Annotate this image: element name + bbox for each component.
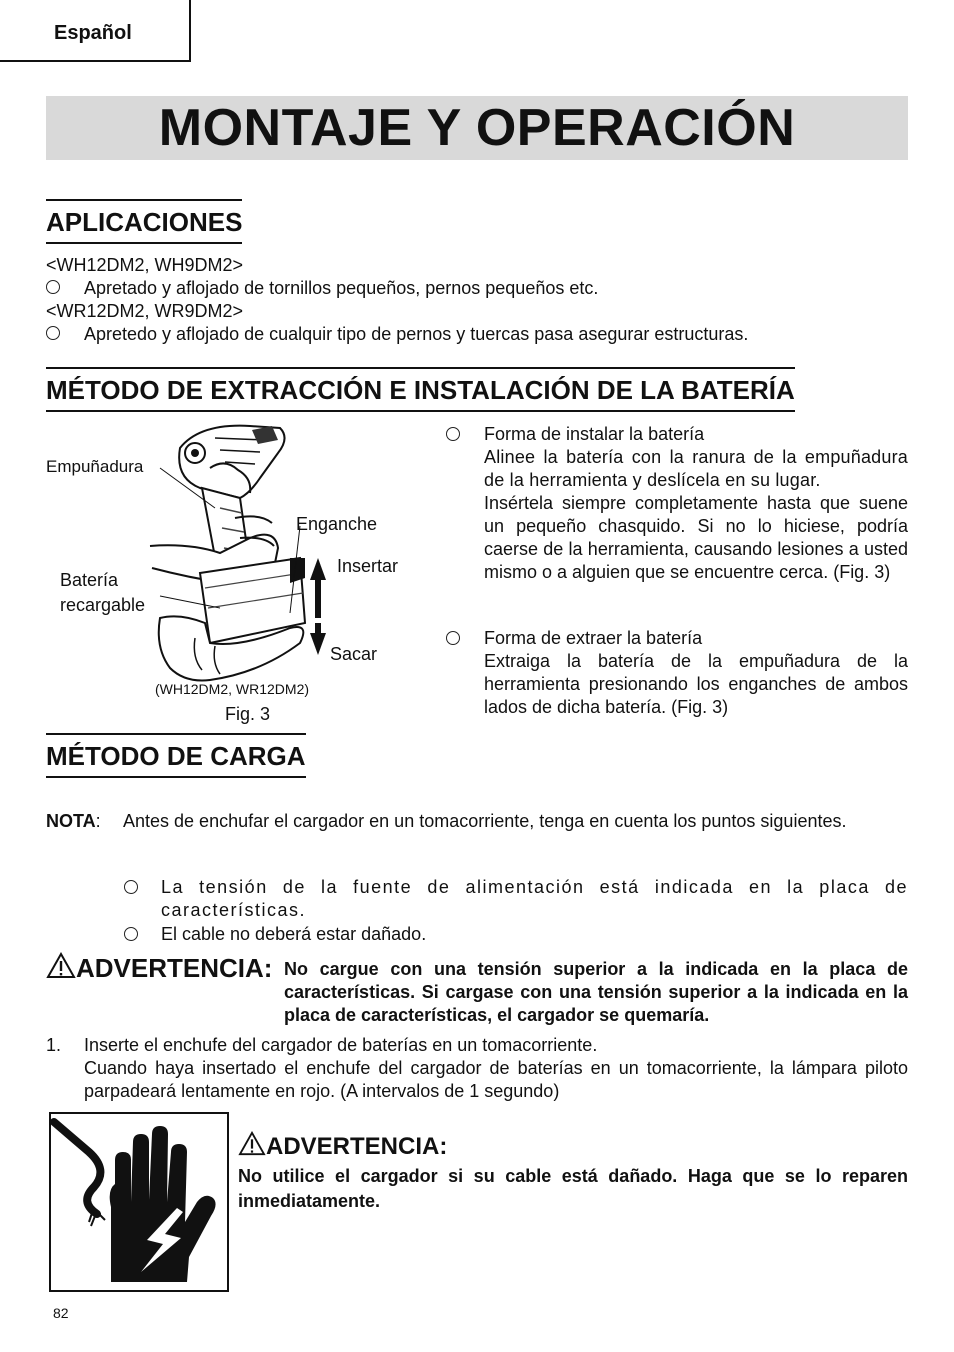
- bullet-icon: [124, 927, 138, 941]
- electric-shock-hand-icon: [49, 1112, 229, 1292]
- applications-item-2: Apretedo y aflojado de cualquir tipo de pernos y tuercas pasa asegurar estructuras.: [84, 324, 749, 344]
- warning-2-label-wrap: [238, 1131, 447, 1161]
- language-tab: [0, 0, 191, 62]
- note-label-text: NOTA: [46, 811, 96, 831]
- warning-triangle-icon: [238, 1131, 266, 1156]
- warning-2-label: ADVERTENCIA:: [266, 1133, 448, 1160]
- applications-models-1: <WH12DM2, WH9DM2>: [46, 255, 244, 275]
- figure-label-insert: Insertar: [337, 556, 399, 576]
- note-item-1: La tensión de la fuente de alimentación está indicada en la placa de características.: [161, 877, 908, 920]
- section-heading-battery: MÉTODO DE EXTRACCIÓN E INSTALACIÓN DE LA BATERÍA: [46, 367, 795, 412]
- note-label: [46, 810, 101, 833]
- page-title-bar: [46, 96, 908, 160]
- figure-caption: Fig. 3: [225, 704, 271, 724]
- step-1-text-1: Inserte el enchufe del cargador de baterías en un tomacorriente.: [84, 1035, 598, 1055]
- figure-label-battery-2: recargable: [60, 595, 146, 615]
- bullet-icon: [46, 326, 60, 340]
- warning-2-text: No utilice el cargador si su cable está dañado. Haga que se lo reparen inmediatamente.: [238, 1166, 908, 1211]
- warning-1-text: No cargue con una tensión superior a la indicada en la placa de características. Si cargase con una tensión superior a la indicada en la placa de características, el cargador se quemaría.: [284, 959, 908, 1025]
- note-item-2: El cable no deberá estar dañado.: [161, 924, 427, 944]
- bullet-icon: [446, 631, 460, 645]
- note-colon: :: [95, 811, 101, 831]
- page-number: 82: [53, 1305, 69, 1321]
- section-heading-charging: MÉTODO DE CARGA: [46, 733, 306, 778]
- step-1-number: 1.: [46, 1035, 62, 1055]
- remove-battery-block: [484, 627, 908, 719]
- warning-triangle-icon: [46, 952, 76, 979]
- figure-label-latch: Enganche: [296, 514, 378, 534]
- remove-title: Forma de extraer la batería: [484, 628, 703, 648]
- section-heading-applications: APLICACIONES: [46, 199, 242, 244]
- warning-1-label: ADVERTENCIA:: [76, 953, 273, 983]
- applications-item-1: Apretado y aflojado de tornillos pequeños, pernos pequeños etc.: [84, 278, 599, 298]
- install-battery-block: [484, 423, 908, 584]
- install-title: Forma de instalar la batería: [484, 424, 705, 444]
- remove-text: Extraiga la batería de la empuñadura de la herramienta presionando los enganches de ambos lados de dicha batería. (Fig. 3): [484, 651, 908, 717]
- step-1-text-2: Cuando haya insertado el enchufe del cargador de baterías en un tomacorriente, la lámpara piloto parpadeará lentamente en rojo. (A intervalos de 1 segundo): [84, 1058, 908, 1101]
- applications-models-2: <WR12DM2, WR9DM2>: [46, 301, 244, 321]
- step-1-block: [84, 1034, 908, 1103]
- figure-label-battery-1: Batería: [60, 570, 119, 590]
- bullet-icon: [446, 427, 460, 441]
- note-text: Antes de enchufar el cargador en un tomacorriente, tenga en cuenta los puntos siguientes.: [123, 811, 847, 831]
- warning-1-label-wrap: [46, 952, 272, 984]
- bullet-icon: [46, 280, 60, 294]
- figure-label-remove: Sacar: [330, 644, 378, 664]
- language-label: Español: [54, 22, 132, 44]
- install-text-2: Insértela siempre completamente hasta que suene un pequeño chasquido. Si no lo hiciese, podría caerse de la herramienta, causando lesiones a usted mismo o a alguien que se encuentre cerca. (Fig. 3): [484, 493, 908, 582]
- figure-label-grip: Empuñadura: [46, 457, 144, 476]
- page-title: MONTAJE Y OPERACIÓN: [158, 99, 796, 157]
- install-text-1: Alinee la batería con la ranura de la empuñadura de la herramienta y deslícela en su lugar.: [484, 447, 908, 490]
- figure-models: (WH12DM2, WR12DM2): [155, 681, 310, 697]
- bullet-icon: [124, 880, 138, 894]
